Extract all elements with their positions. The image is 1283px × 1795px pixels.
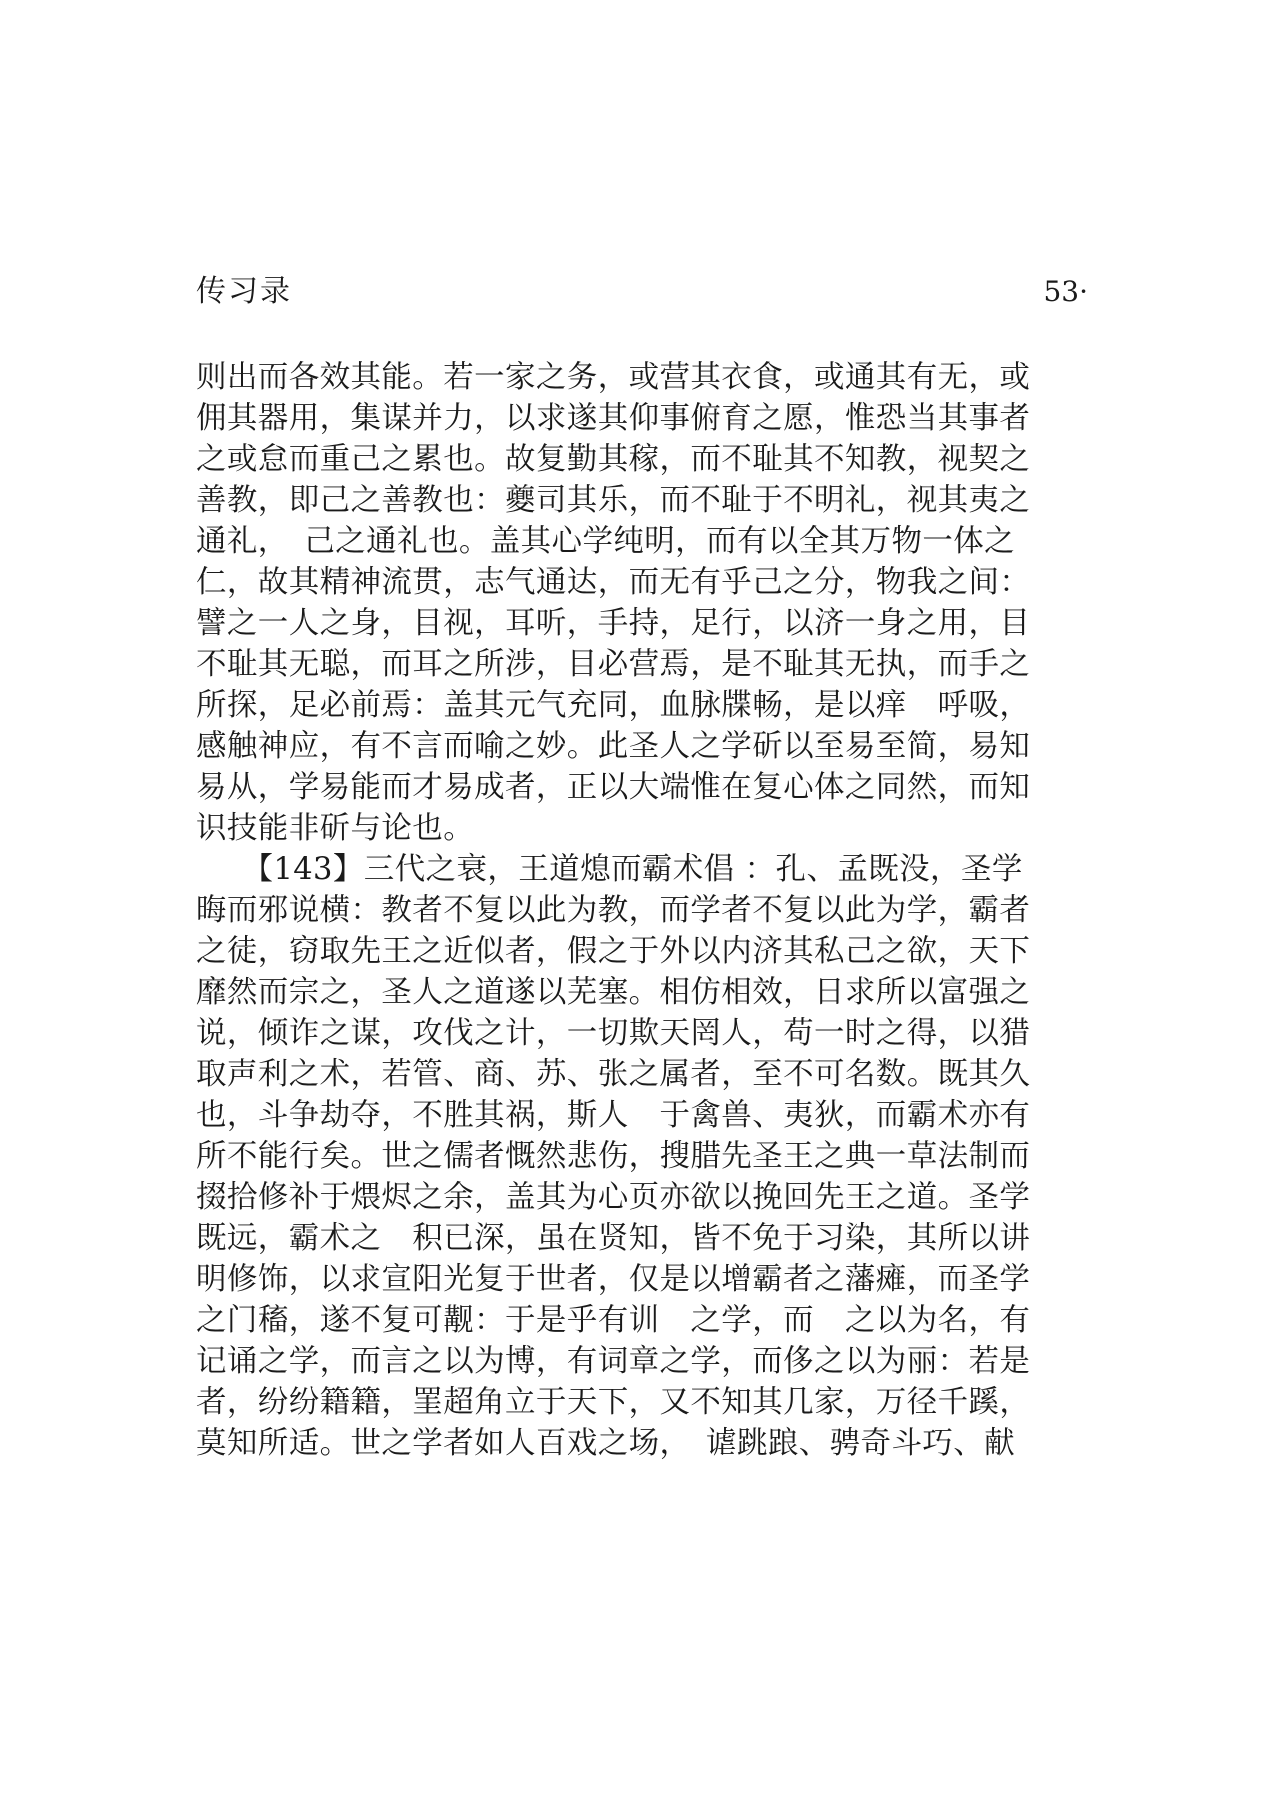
- text-line: 感触神应，有不言而喻之妙。此圣人之学斫以至易至简，易知: [196, 729, 1031, 764]
- text-line: 之门稸，遂不复可觏：于是乎有训 之学，而 之以为名，有: [196, 1303, 1031, 1338]
- text-line: 易从，学易能而才易成者，正以大端惟在复心体之同然，而知: [196, 770, 1031, 805]
- text-line: 记诵之学，而言之以为博，有词章之学，而侈之以为丽：若是: [196, 1344, 1031, 1379]
- text-line: 通礼， 己之通礼也。盖其心学纯明，而有以全其万物一体之: [196, 524, 1016, 559]
- text-line: 莫知所适。世之学者如人百戏之场， 谑跳踉、骋奇斗巧、献: [196, 1426, 1016, 1461]
- text-line: 靡然而宗之，圣人之道遂以芜塞。相仿相效，日求所以富强之: [196, 975, 1031, 1010]
- text-line: 不耻其无聪，而耳之所涉，目必营焉，是不耻其无执，而手之: [196, 647, 1031, 682]
- text-line: 所不能行矣。世之儒者慨然悲伤，搜腊先圣王之典一草法制而: [196, 1139, 1031, 1174]
- text-line: 之徒，窃取先王之近似者，假之于外以内济其私己之欲，天下: [196, 934, 1031, 969]
- text-line: 者，纷纷籍籍，罣超角立于天下，又不知其几家，万径千蹊，: [196, 1385, 1031, 1420]
- text-line: 晦而邪说横：教者不复以此为教，而学者不复以此为学，霸者: [196, 893, 1031, 928]
- text-line: 掇拾修补于煨烬之余，盖其为心页亦欲以挽回先王之道。圣学: [196, 1180, 1031, 1215]
- text-line: 明修饰，以求宣阳光复于世者，仅是以增霸者之藩瘫，而圣学: [196, 1262, 1031, 1297]
- text-line: 之或怠而重己之累也。故复勤其稼，而不耻其不知教，视契之: [196, 442, 1031, 477]
- text-line: 说，倾诈之谋，攻伐之计，一切欺天罔人，苟一时之得，以猎: [196, 1016, 1031, 1051]
- text-line: 取声利之术，若管、商、苏、张之属者，至不可名数。既其久: [196, 1057, 1031, 1092]
- page-number: 53·: [1043, 275, 1088, 308]
- text-line: 善教，即己之善教也：夔司其乐，而不耻于不明礼，视其夷之: [196, 483, 1031, 518]
- text-line: 佣其器用，集谋并力，以求遂其仰事俯育之愿，惟恐当其事者: [196, 401, 1031, 436]
- text-line: 也，斗争劫夺，不胜其祸，斯人 于禽兽、夷狄，而霸术亦有: [196, 1098, 1031, 1133]
- text-line: 识技能非斫与论也。: [196, 811, 475, 846]
- running-head: [196, 270, 1088, 314]
- text-line: 既远，霸术之 积已深，虽在贤知，皆不免于习染，其所以讲: [196, 1221, 1031, 1256]
- text-line: 譬之一人之身，目视，耳听，手持，足行，以济一身之用，目: [196, 606, 1031, 641]
- paragraph-start-line: 【143】三代之衰，王道熄而霸术倡 ：孔、孟既没，圣学: [196, 852, 1023, 887]
- book-title: 传习录: [196, 274, 292, 309]
- text-line: 所探，足必前焉：盖其元气充同，血脉牒畅，是以痒 呼吸，: [196, 688, 1031, 723]
- body-text: [196, 357, 1096, 1464]
- text-line: 则出而各效其能。若一家之务，或营其衣食，或通其有无，或: [196, 360, 1031, 395]
- text-line: 仁，故其精神流贯，志气通达，而无有乎己之分，物我之间：: [196, 565, 1031, 600]
